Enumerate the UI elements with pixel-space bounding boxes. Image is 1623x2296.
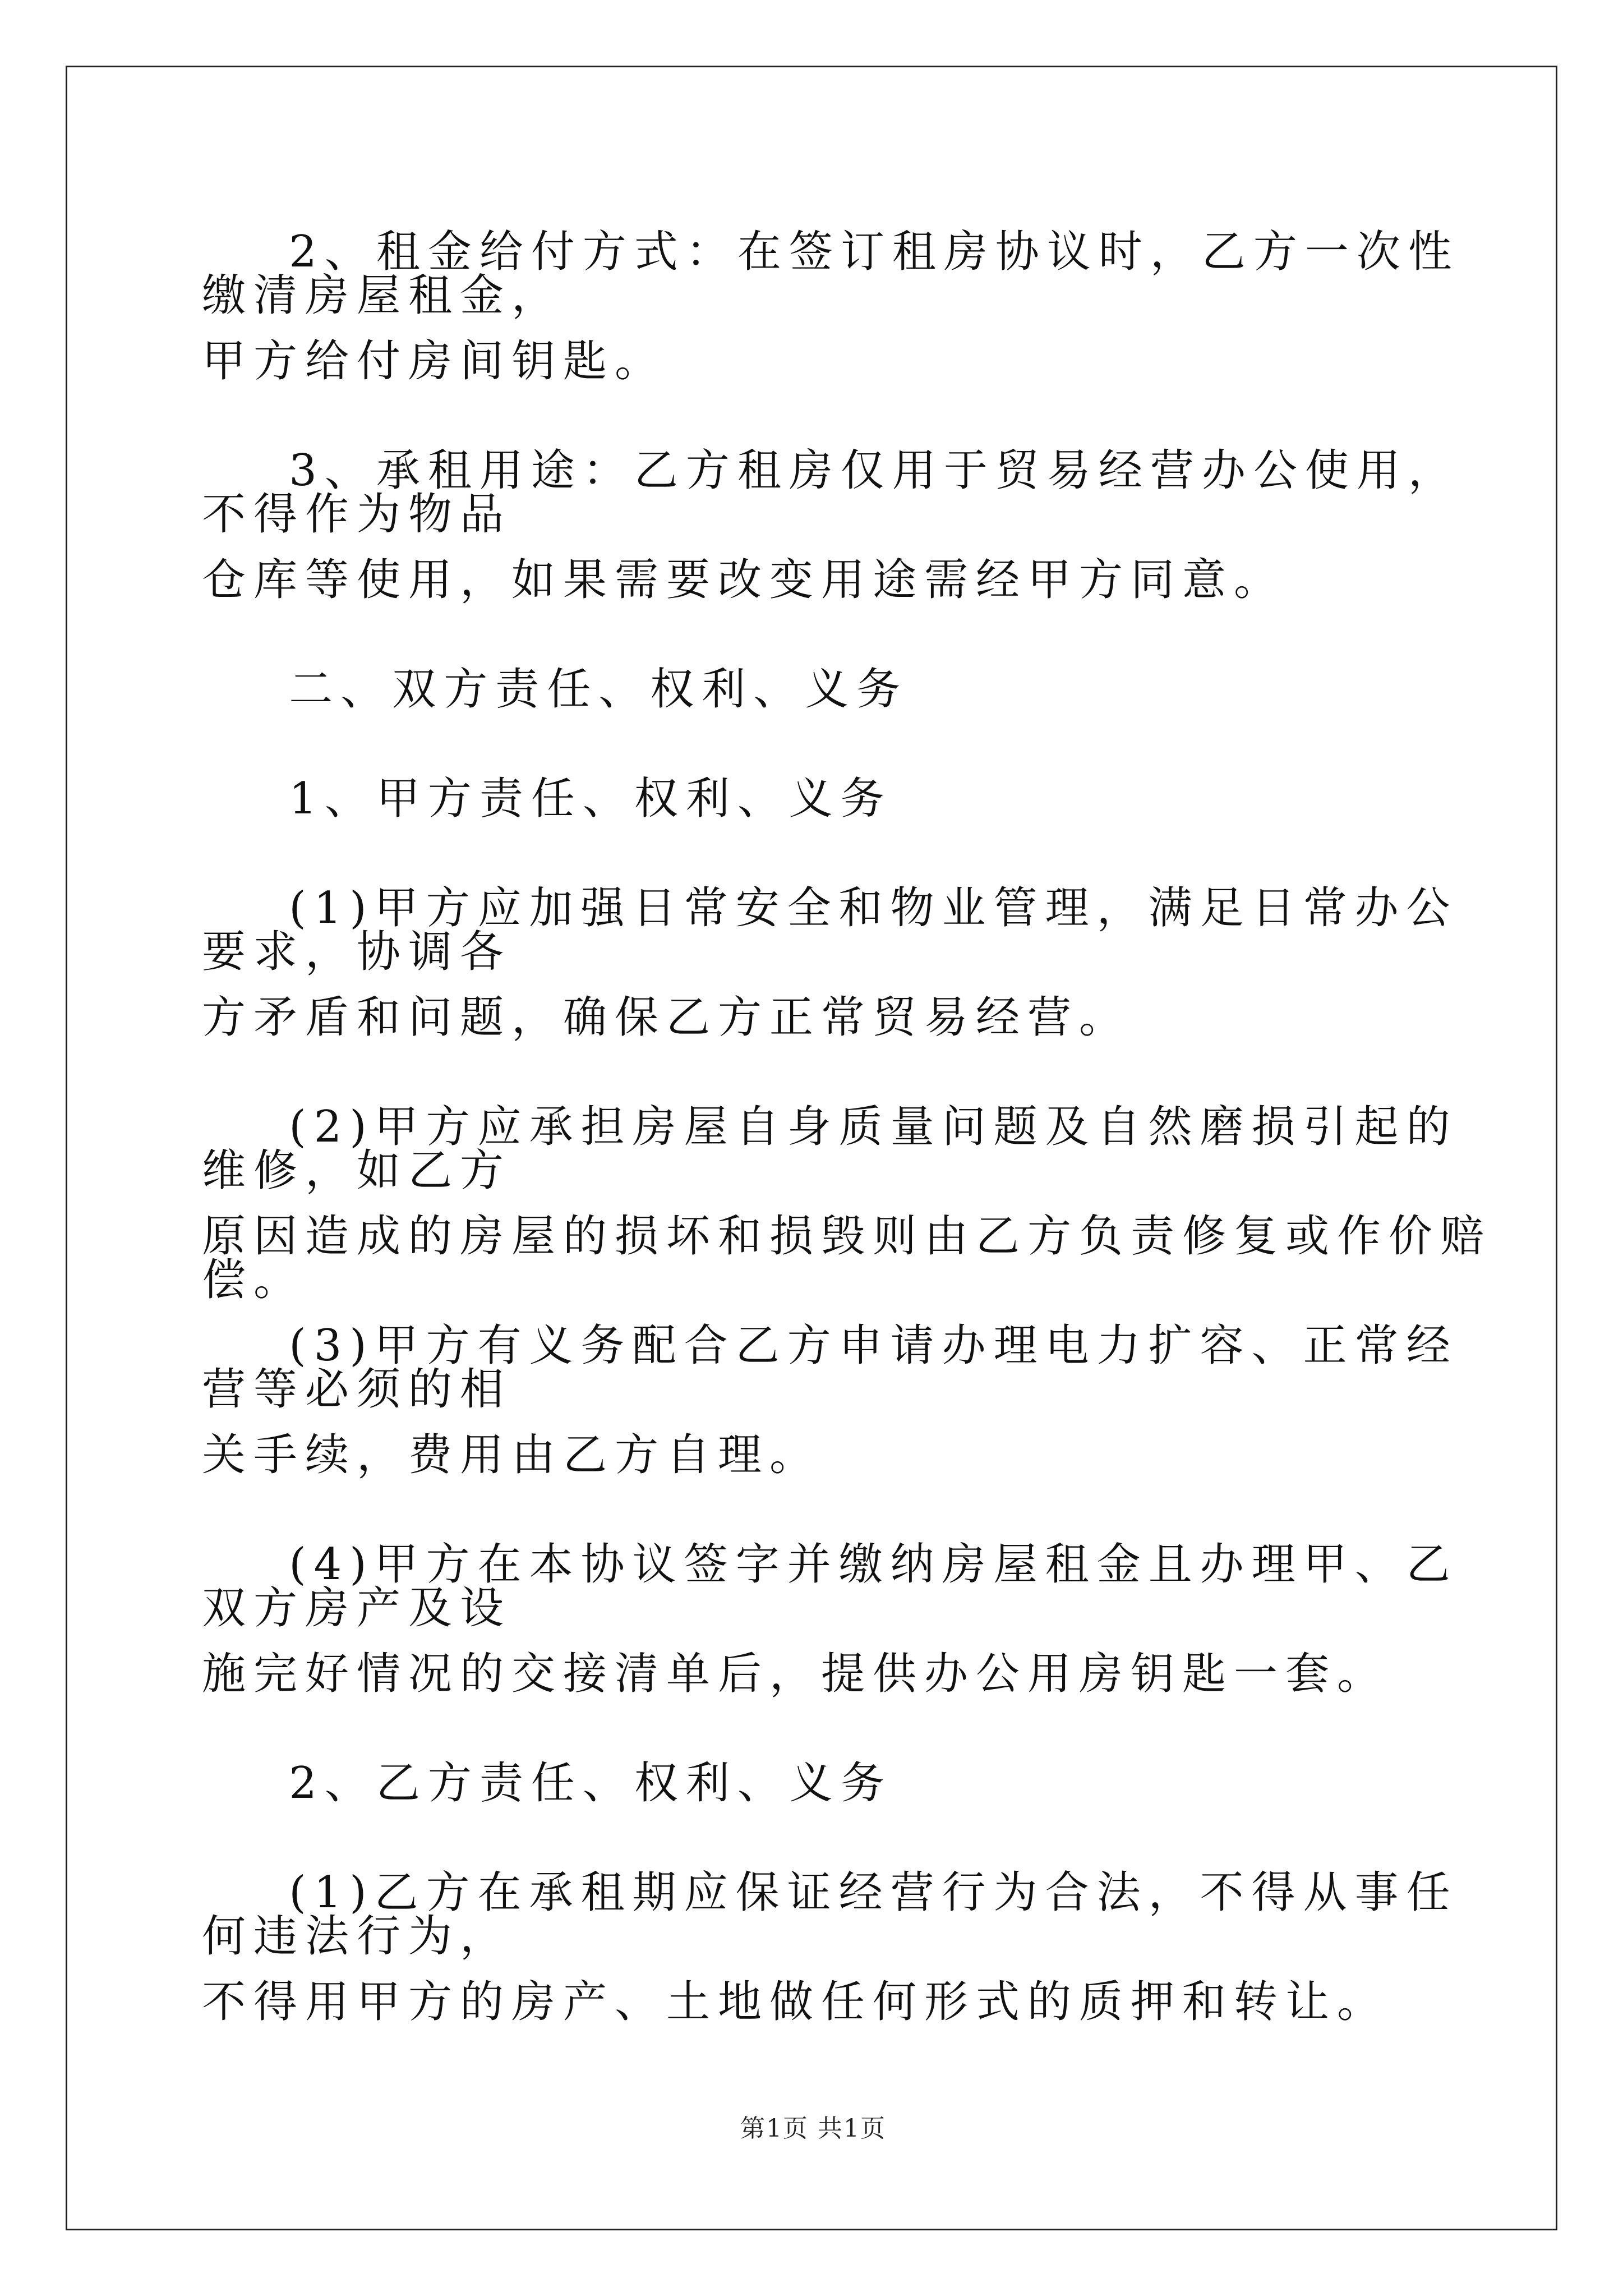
text-line: 仓库等使用，如果需要改变用途需经甲方同意。 [202,555,1286,605]
text-line: 施完好情况的交接清单后，提供办公用房钥匙一套。 [202,1649,1389,1699]
text-line: (4)甲方在本协议签字并缴纳房屋租金且办理甲、乙双方房产及设 [202,1539,1458,1634]
text-line: 原因造成的房屋的损坏和损毁则由乙方负责修复或作价赔偿。 [202,1211,1492,1305]
text-line: 2、乙方责任、权利、义务 [202,1758,892,1809]
text-line: 不得用甲方的房产、土地做任何形式的质押和转让。 [202,1977,1389,2027]
text-line: 1、甲方责任、权利、义务 [202,774,892,824]
text-line: 关手续，费用由乙方自理。 [202,1430,822,1480]
text-line: 方矛盾和问题，确保乙方正常贸易经营。 [202,992,1131,1043]
text-line: (1)乙方在承租期应保证经营行为合法，不得从事任何违法行为， [202,1867,1458,1962]
page-number-footer: 第1页 共1页 [740,2114,886,2143]
text-line: 3、承租用途：乙方租房仅用于贸易经营办公使用，不得作为物品 [202,445,1460,540]
text-line: (1)甲方应加强日常安全和物业管理，满足日常办公要求，协调各 [202,883,1458,977]
text-line: (2)甲方应承担房屋自身质量问题及自然磨损引起的维修，如乙方 [202,1102,1458,1196]
text-line: 二、双方责任、权利、义务 [202,664,909,715]
text-line: 2、租金给付方式：在签订租房协议时，乙方一次性缴清房屋租金， [202,227,1460,321]
text-line: 甲方给付房间钥匙。 [202,336,667,386]
text-line: (3)甲方有义务配合乙方申请办理电力扩容、正常经营等必须的相 [202,1320,1458,1415]
page-frame [66,66,1557,2230]
